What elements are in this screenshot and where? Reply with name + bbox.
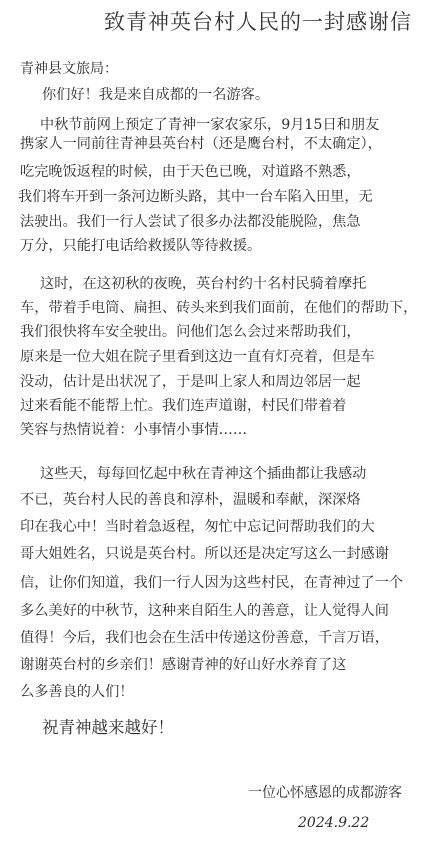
letter-line: 你们好！我是来自成都的一名游客。 bbox=[42, 87, 270, 103]
letter-date: 2024.9.22 bbox=[298, 815, 370, 831]
letter-line: 法驶出。我们一行人尝试了很多办法都没能脱险，焦急 bbox=[20, 214, 361, 230]
letter-line: 我们将车开到一条河边断头路，其中一台车陷入田里，无 bbox=[18, 189, 373, 205]
letter-line: 笑容与热情说着：小事情小事情…… bbox=[20, 422, 248, 438]
letter-closing: 祝青神越来越好！ bbox=[42, 718, 174, 737]
letter-line: 原来是一位大姐在院子里看到这边一直有灯亮着，但是车 bbox=[20, 349, 375, 365]
letter-line: 不已，英台村人民的善良和淳朴，温暖和奉献，深深烙 bbox=[20, 492, 361, 508]
letter-line: 携家人一同前往青神县英台村（还是鹰台村，不太确定）， bbox=[20, 136, 382, 152]
letter-salutation: 青神县文旅局： bbox=[20, 61, 118, 77]
letter-line: 过来看能不能帮上忙。我们连声道谢，村民们带着着 bbox=[20, 398, 347, 414]
letter-line: 中秋节前网上预定了青神一家农家乐，9月15日和朋友 bbox=[40, 117, 380, 133]
letter-line: 信，让你们知道，我们一行人因为这些村民，在青神过了一个 bbox=[20, 575, 404, 591]
letter-line: 多么美好的中秋节，这种来自陌生人的善意，让人觉得人间 bbox=[20, 603, 389, 619]
letter-line: 谢谢英台村的乡亲们！感谢青神的好山好水养育了这 bbox=[20, 657, 347, 673]
letter-line: 值得！今后，我们也会在生活中传递这份善意，千言万语， bbox=[20, 630, 389, 646]
letter-line: 吃完晚饭返程的时候，由于天色已晚，对道路不熟悉， bbox=[20, 164, 361, 180]
letter-line: 我们很快将车安全驶出。问他们怎么会过来帮助我们， bbox=[20, 324, 361, 340]
letter-line: 万分，只能打电话给救援队等待救援。 bbox=[20, 238, 262, 254]
letter-line: 印在我心中！当时着急返程，匆忙中忘记问帮助我们的大 bbox=[20, 519, 375, 535]
letter-line: 哥大姐姓名，只说是英台村。所以还是决定写这么一封感谢 bbox=[20, 546, 389, 562]
letter-line: 车，带着手电筒、扁担、砖头来到我们面前，在他们的帮助下， bbox=[20, 300, 418, 316]
letter-title: 致青神英台村人民的一封感谢信 bbox=[104, 10, 412, 34]
letter-line: 么多善良的人们！ bbox=[20, 684, 134, 700]
letter-signature: 一位心怀感恩的成都游客 bbox=[248, 785, 402, 801]
letter-line: 这时，在这初秋的夜晚，英台村约十名村民骑着摩托 bbox=[40, 276, 367, 292]
letter-line: 这些天，每每回忆起中秋在青神这个插曲都让我感动 bbox=[40, 466, 367, 482]
letter-line: 没动，估计是出状况了，于是叫上家人和周边邻居一起 bbox=[20, 374, 361, 390]
